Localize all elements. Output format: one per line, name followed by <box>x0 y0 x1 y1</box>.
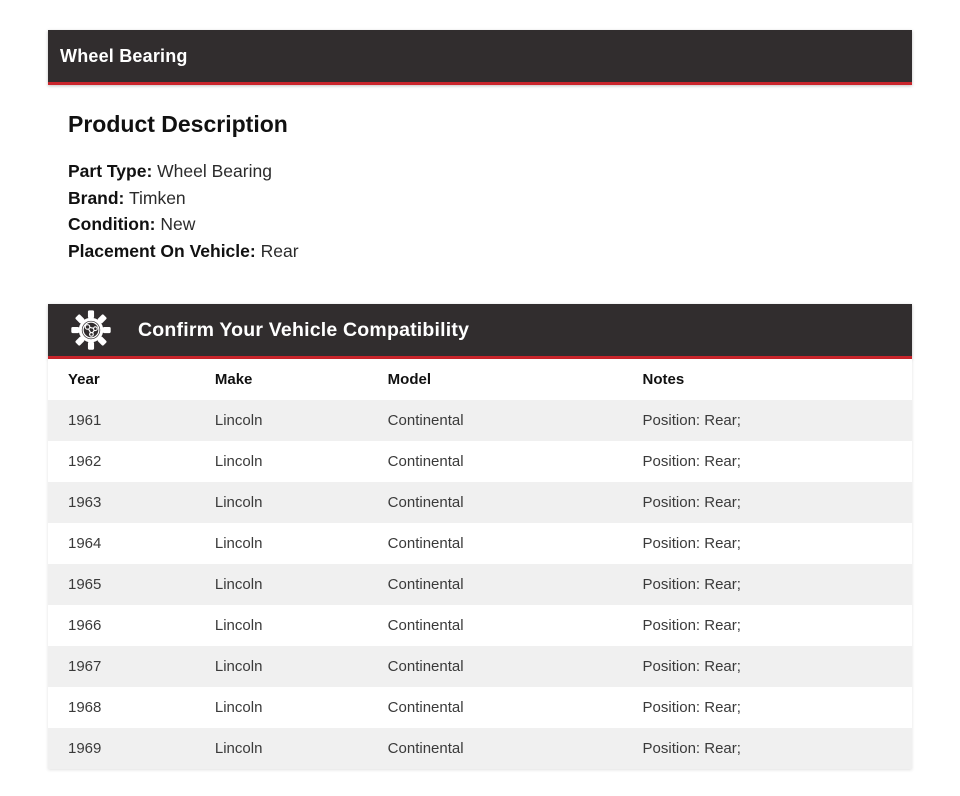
cell-year: 1961 <box>48 400 195 441</box>
product-field <box>68 185 912 212</box>
column-header-make: Make <box>195 359 368 400</box>
table-row <box>48 482 912 523</box>
cell-year: 1968 <box>48 687 195 728</box>
cell-make: Lincoln <box>195 482 368 523</box>
cell-year: 1962 <box>48 441 195 482</box>
cell-notes: Position: Rear; <box>623 441 912 482</box>
cell-make: Lincoln <box>195 605 368 646</box>
cell-notes: Position: Rear; <box>623 646 912 687</box>
cell-model: Continental <box>368 564 623 605</box>
cell-year: 1966 <box>48 605 195 646</box>
field-label: Condition: <box>68 214 156 234</box>
product-fields <box>68 158 912 264</box>
cell-make: Lincoln <box>195 441 368 482</box>
cell-notes: Position: Rear; <box>623 605 912 646</box>
field-label: Placement On Vehicle: <box>68 240 256 261</box>
cell-notes: Position: Rear; <box>623 400 912 441</box>
cell-model: Continental <box>368 728 623 769</box>
table-row <box>48 523 912 564</box>
gear-icon <box>70 309 112 351</box>
description-heading: Product Description <box>68 111 288 137</box>
cell-notes: Position: Rear; <box>623 523 912 564</box>
table-body <box>48 400 912 769</box>
cell-model: Continental <box>368 482 623 523</box>
cell-year: 1965 <box>48 564 195 605</box>
field-value: Timken <box>128 187 186 208</box>
cell-notes: Position: Rear; <box>623 728 912 769</box>
cell-model: Continental <box>368 687 623 728</box>
product-field <box>68 211 912 238</box>
column-header-model: Model <box>368 359 623 400</box>
table-header-row <box>48 359 912 400</box>
cell-notes: Position: Rear; <box>623 564 912 605</box>
table-row <box>48 646 912 687</box>
cell-notes: Position: Rear; <box>623 482 912 523</box>
cell-model: Continental <box>368 523 623 564</box>
compatibility-header-bar <box>48 304 912 359</box>
cell-notes: Position: Rear; <box>623 687 912 728</box>
table-row <box>48 400 912 441</box>
field-value: Rear <box>260 240 299 261</box>
cell-make: Lincoln <box>195 687 368 728</box>
product-field <box>68 158 912 185</box>
column-header-notes: Notes <box>623 359 912 400</box>
cell-model: Continental <box>368 605 623 646</box>
cell-make: Lincoln <box>195 728 368 769</box>
field-value: Wheel Bearing <box>157 161 272 181</box>
product-title: Wheel Bearing <box>60 45 188 66</box>
table-row <box>48 687 912 728</box>
product-field <box>68 238 912 265</box>
cell-year: 1963 <box>48 482 195 523</box>
cell-year: 1967 <box>48 646 195 687</box>
compatibility-table <box>48 359 912 769</box>
field-value: New <box>160 214 196 234</box>
cell-make: Lincoln <box>195 523 368 564</box>
cell-year: 1964 <box>48 523 195 564</box>
cell-make: Lincoln <box>195 646 368 687</box>
table-row <box>48 564 912 605</box>
product-description-section <box>48 111 912 264</box>
table-row <box>48 728 912 769</box>
table-row <box>48 441 912 482</box>
cell-model: Continental <box>368 400 623 441</box>
cell-make: Lincoln <box>195 400 368 441</box>
table-row <box>48 605 912 646</box>
field-label: Brand: <box>68 187 125 208</box>
column-header-year: Year <box>48 359 195 400</box>
product-title-bar <box>48 30 912 85</box>
field-label: Part Type: <box>68 161 153 181</box>
compatibility-title: Confirm Your Vehicle Compatibility <box>138 318 470 341</box>
cell-model: Continental <box>368 646 623 687</box>
cell-make: Lincoln <box>195 564 368 605</box>
cell-year: 1969 <box>48 728 195 769</box>
cell-model: Continental <box>368 441 623 482</box>
